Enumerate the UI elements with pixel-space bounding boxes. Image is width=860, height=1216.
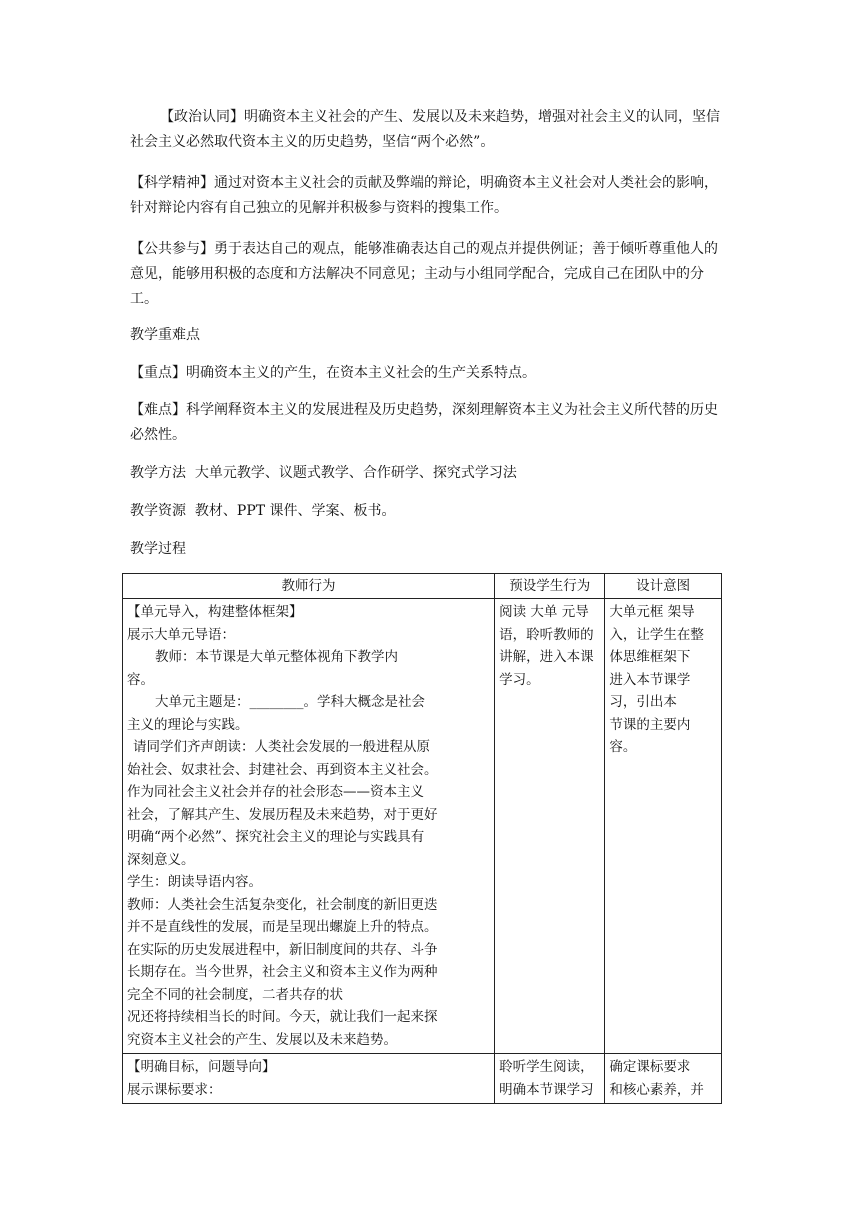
intent-cell	[605, 1054, 722, 1104]
cell-line: 入，让学生在整	[609, 626, 704, 643]
cell-line: 在实际的历史发展进程中，新旧制度间的共存、斗争	[127, 941, 438, 958]
cell-line: 学生：朗读导语内容。	[127, 874, 262, 890]
cell-line: 进入本节课学	[609, 671, 691, 688]
key-point: 【重点】明确资本主义的产生，在资本主义社会的生产关系特点。	[130, 365, 536, 381]
goal-scientific-spirit: 【科学精神】通过对资本主义社会的贡献及弊端的辩论，明确资本主义社会对人类社会的影响，针对辩论内容有自己独立的见解并积极参与资料的搜集工作。	[130, 175, 718, 216]
cell-line: 展示大单元导语：	[127, 626, 235, 643]
student-cell	[495, 1054, 605, 1104]
cell-line: 大单元框 架导	[609, 604, 695, 620]
cell-line: 【明确目标，问题导向】	[127, 1059, 276, 1075]
intent-cell	[605, 599, 722, 1054]
table-row	[123, 599, 722, 1054]
header-intent: 设计意图	[605, 574, 722, 599]
goal-political-identity: 【政治认同】明确资本主义社会的产生、发展以及未来趋势，增强对社会主义的认同，坚信社会主义必然取代资本主义的历史趋势，坚信“两个必然”。	[130, 109, 720, 150]
cell-line: 长期存在。当今世界，社会主义和资本主义作为两种	[127, 964, 438, 980]
cell-line: 阅读 大单 元导	[499, 604, 589, 620]
header-teacher: 教师行为	[123, 574, 495, 599]
teaching-process-table	[122, 573, 722, 1104]
cell-line: 教师：本节课是大单元整体视角下教学内	[155, 649, 398, 665]
cell-line: 节课的主要内	[609, 716, 691, 733]
cell-line: 请同学们齐声朗读：人类社会发展的一般进程从原	[133, 739, 430, 755]
cell-line: 况还将持续相当长的时间。今天，就让我们一起来探	[127, 1009, 438, 1025]
cell-line: 确定课标要求	[609, 1059, 691, 1075]
cell-line: 聆听学生阅读，	[499, 1059, 594, 1075]
goal-public-participation: 【公共参与】勇于表达自己的观点，能够准确表达自己的观点并提供例证；善于倾听尊重他人的意见，能够用积极的态度和方法解决不同意见；主动与小组同学配合，完成自己在团队中的分工。	[130, 241, 718, 307]
cell-line: 究资本主义社会的产生、发展以及未来趋势。	[127, 1031, 397, 1048]
cell-line: 大单元主题是：________。学科大概念是社会	[155, 694, 425, 710]
teaching-resources: 教学资源 教材、PPT 课件、学案、板书。	[130, 503, 396, 519]
cell-line: 语，聆听教师的	[499, 626, 594, 643]
table-row	[123, 1054, 722, 1104]
table-header-row	[123, 574, 722, 599]
cell-line: 并不是直线性的发展，而是呈现出螺旋上升的特点。	[127, 919, 438, 935]
student-cell	[495, 599, 605, 1054]
cell-line: 社会，了解其产生、发展历程及未来趋势，对于更好	[127, 806, 438, 823]
difficult-point: 【难点】科学阐释资本主义的发展进程及历史趋势，深刻理解资本主义为社会主义所代替的历史必然性。	[130, 402, 718, 443]
cell-line: 明确本节课学习	[499, 1081, 594, 1098]
cell-line: 作为同社会主义社会并存的社会形态——资本主义	[127, 784, 424, 800]
heading-key-difficult: 教学重难点	[130, 327, 200, 343]
cell-line: 学习。	[499, 671, 540, 688]
cell-line: 教师：人类社会生活复杂变化，社会制度的新旧更迭	[127, 896, 438, 913]
cell-line: 容。	[609, 739, 637, 755]
cell-line: 明确“两个必然”、探究社会主义的理论与实践具有	[127, 829, 425, 845]
cell-line: 讲解，进入本课	[499, 649, 594, 665]
cell-line: 【单元导入，构建整体框架】	[127, 604, 303, 620]
teaching-methods: 教学方法 大单元教学、议题式教学、合作研学、探究式学习法	[130, 465, 517, 481]
cell-line: 体思维框架下	[609, 649, 691, 665]
cell-line: 完全不同的社会制度，二者共存的状	[127, 986, 343, 1003]
header-student: 预设学生行为	[495, 574, 605, 599]
process-heading: 教学过程	[130, 541, 186, 557]
cell-line: 习，引出本	[609, 694, 677, 710]
cell-line: 始社会、奴隶社会、封建社会、再到资本主义社会。	[127, 761, 438, 778]
cell-line: 展示课标要求：	[127, 1081, 222, 1098]
teacher-cell	[123, 599, 495, 1054]
cell-line: 容。	[127, 671, 154, 688]
cell-line: 和核心素养，并	[609, 1081, 704, 1098]
teacher-cell	[123, 1054, 495, 1104]
cell-line: 主义的理论与实践。	[127, 716, 249, 733]
cell-line: 深刻意义。	[127, 851, 195, 868]
